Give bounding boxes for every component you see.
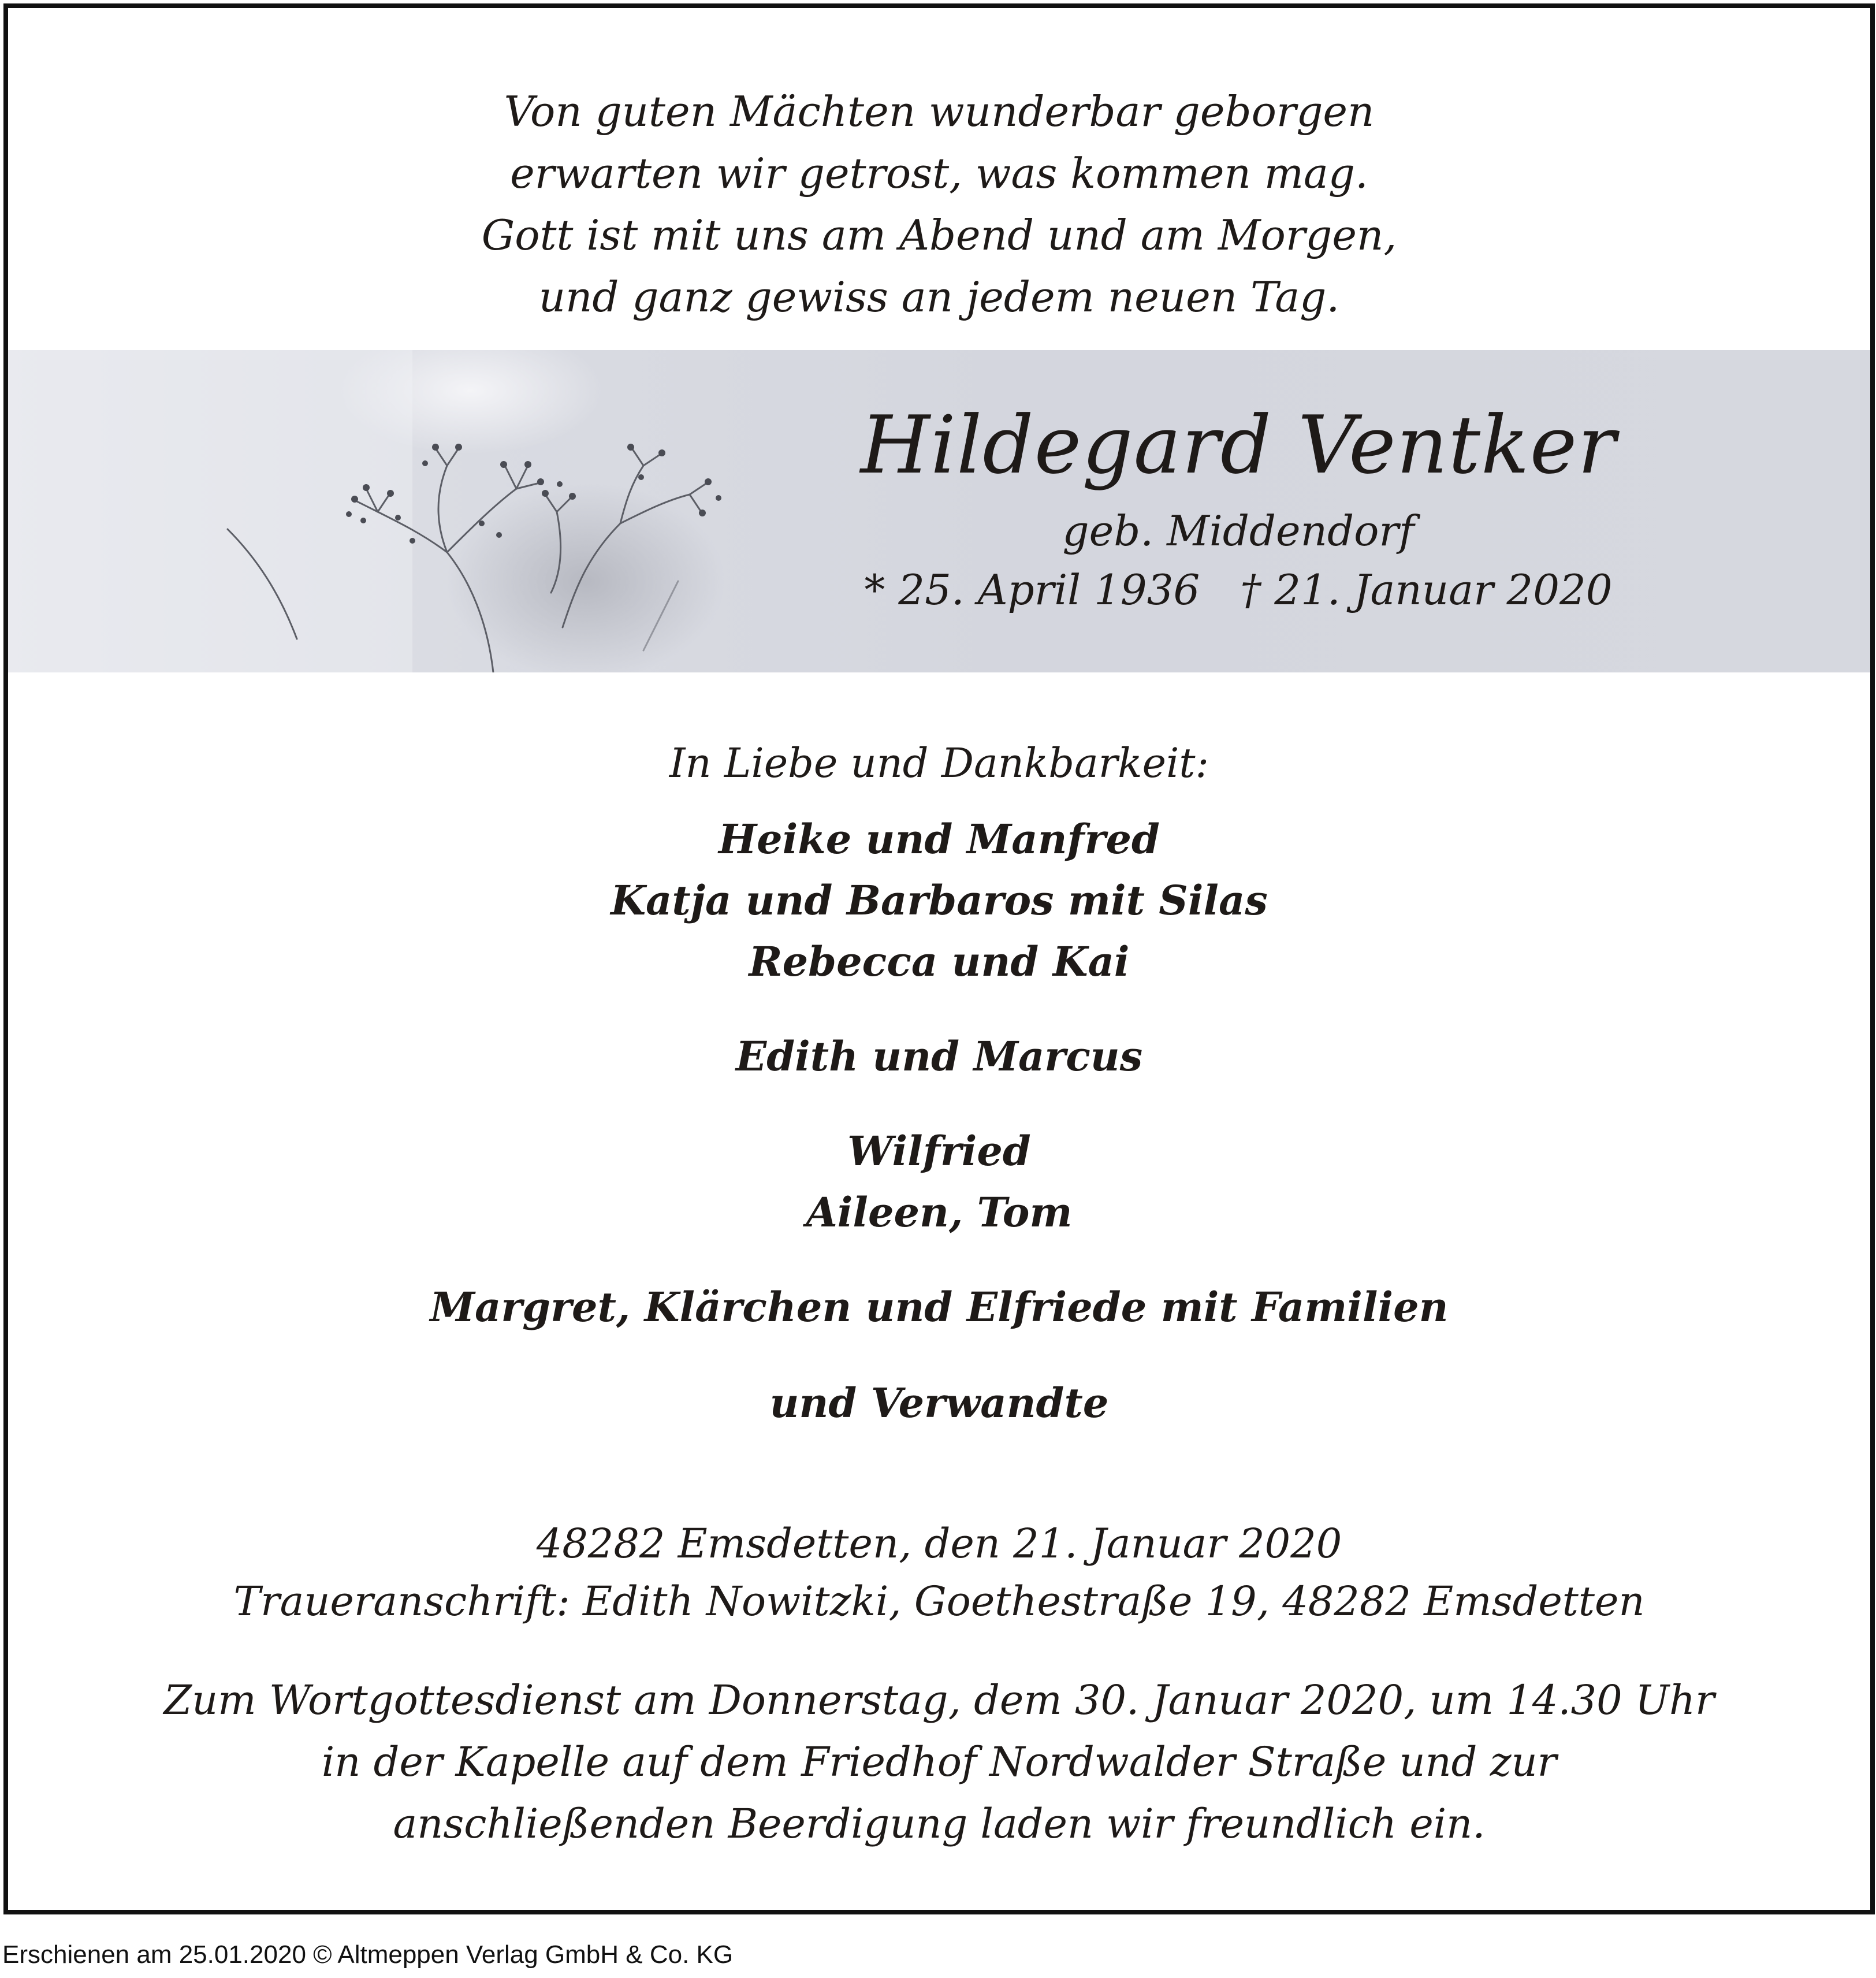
mourner-line: und Verwandte (769, 1379, 1109, 1427)
death-date: † 21. Januar 2020 (1240, 566, 1613, 614)
mourner-line: Katja und Barbaros mit Silas (611, 876, 1268, 924)
mourner-line: Aileen, Tom (806, 1188, 1073, 1236)
service-line: in der Kapelle auf dem Friedhof Nordwalder Straße und zur (321, 1738, 1557, 1786)
mourner-group (8, 1277, 1870, 1338)
poem-line: erwarten wir getrost, was kommen mag. (510, 149, 1368, 198)
mourner-line: Heike und Manfred (719, 815, 1160, 863)
mourner-group (8, 809, 1870, 992)
mourner-line: Wilfried (847, 1127, 1031, 1175)
maiden-name: geb. Middendorf (1062, 507, 1415, 555)
place-date: 48282 Emsdetten, den 21. Januar 2020 (536, 1520, 1342, 1567)
poem-line: Gott ist mit uns am Abend und am Morgen, (481, 211, 1397, 259)
mourner-line: Rebecca und Kai (749, 938, 1130, 986)
service-line: Zum Wortgottesdienst am Donnerstag, dem 30. Januar 2020, um 14.30 Uhr (163, 1676, 1715, 1724)
poem-line: und ganz gewiss an jedem neuen Tag. (538, 273, 1340, 321)
mourning-address: Traueranschrift: Edith Nowitzki, Goethestraße 19, 48282 Emsdetten (233, 1578, 1645, 1625)
mourner-line: Margret, Klärchen und Elfriede mit Familien (430, 1283, 1449, 1331)
service-line: anschließenden Beerdigung laden wir freundlich ein. (393, 1800, 1486, 1847)
mourner-line: Edith und Marcus (735, 1032, 1143, 1080)
place-and-address (8, 1515, 1870, 1630)
mourner-group (8, 1373, 1870, 1434)
service-announcement (8, 1670, 1870, 1855)
mourner-group (8, 1026, 1870, 1087)
poem-line: Von guten Mächten wunderbar geborgen (504, 87, 1375, 136)
mourners-intro: In Liebe und Dankbarkeit: (669, 739, 1209, 787)
deceased-name: Hildegard Ventker (860, 399, 1617, 492)
poem (8, 81, 1870, 328)
birth-date: * 25. April 1936 (864, 566, 1200, 614)
publication-footer: Erschienen am 25.01.2020 © Altmeppen Verlag GmbH & Co. KG (2, 1940, 734, 1969)
photo-banner (8, 350, 1870, 672)
obituary-notice (3, 3, 1875, 1914)
life-dates (817, 564, 1660, 616)
dried-flower-image (8, 350, 874, 672)
mourner-group (8, 1121, 1870, 1243)
